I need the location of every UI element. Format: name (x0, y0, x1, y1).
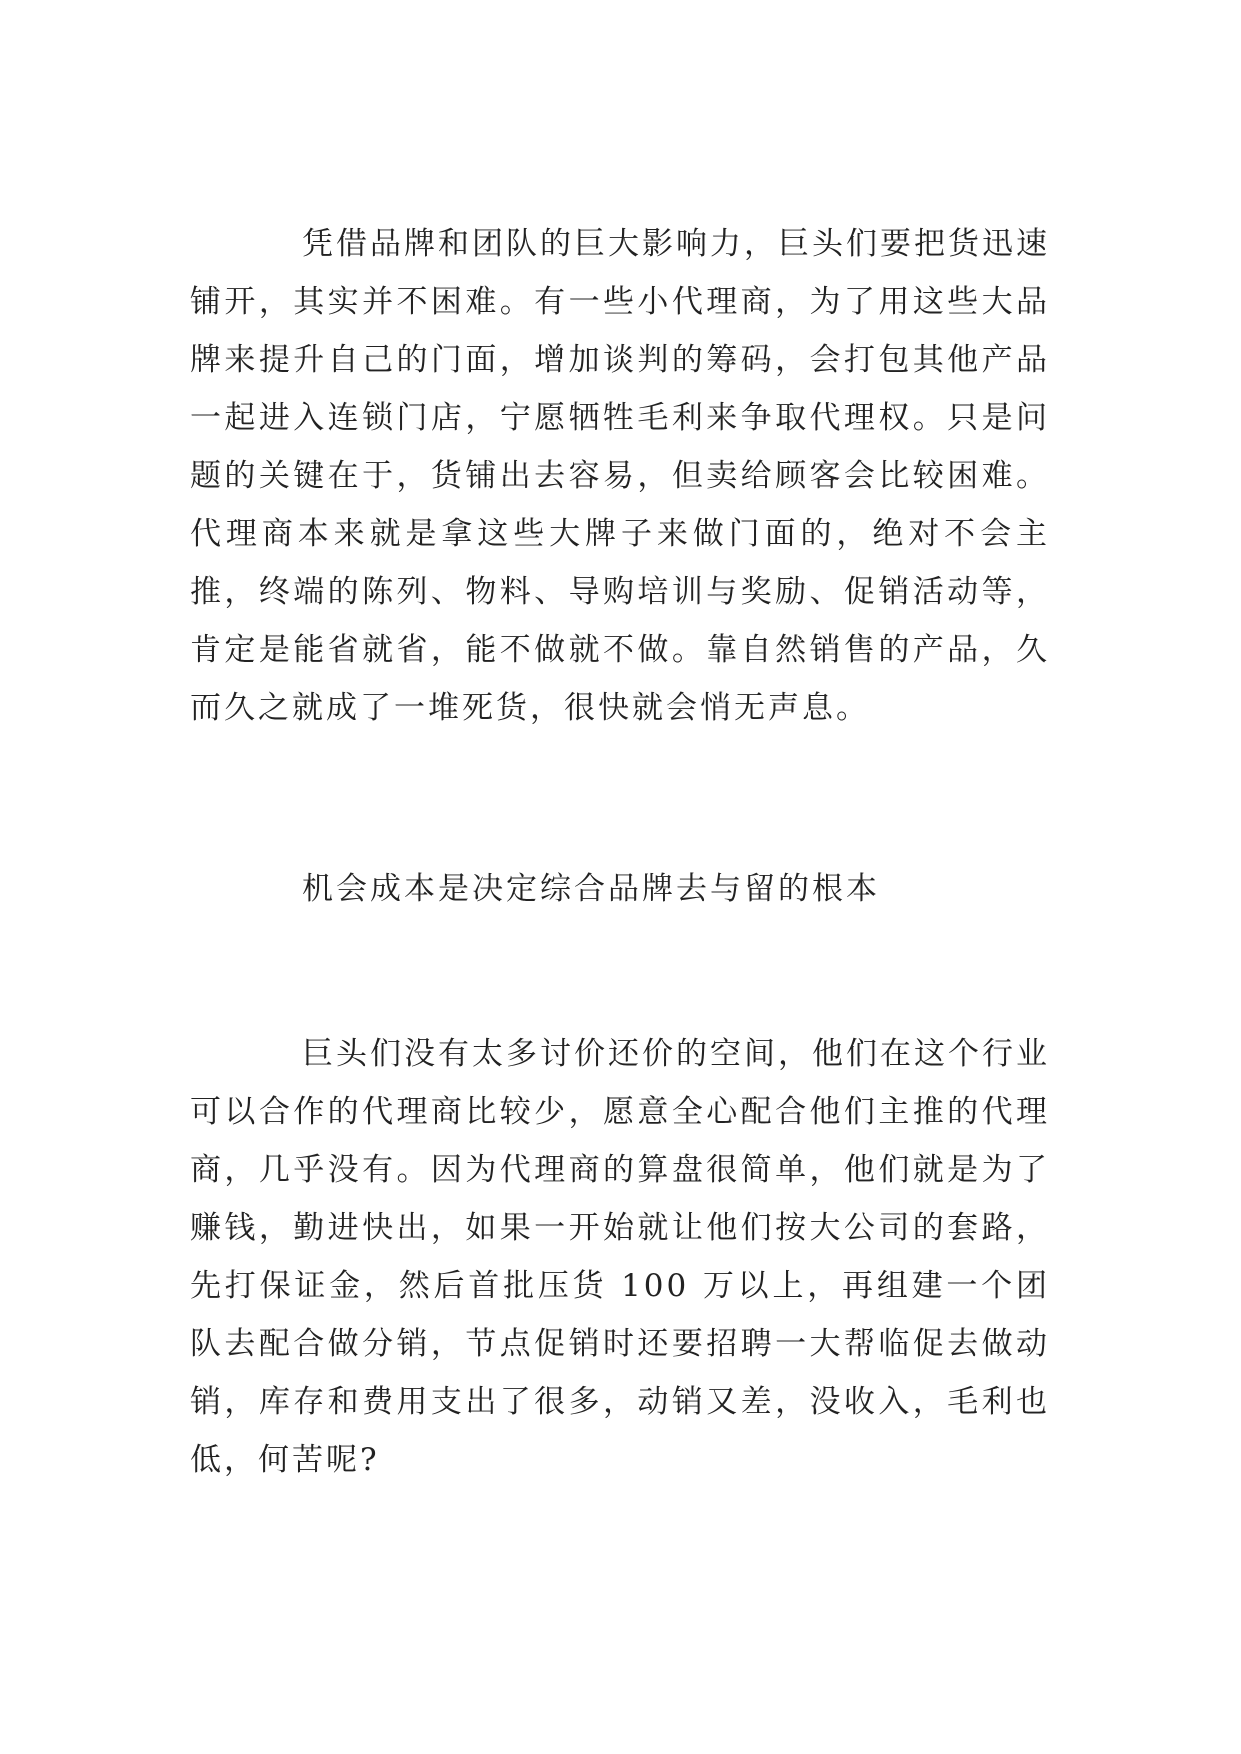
body-paragraph: 巨头们没有太多讨价还价的空间，他们在这个行业可以合作的代理商比较少，愿意全心配合他们主推的代理商，几乎没有。因为代理商的算盘很简单，他们就是为了赚钱，勤进快出，如果一开始就让他们按大公司的套路，先打保证金，然后首批压货 100 万以上，再组建一个团队去配合做分销，节点促销时还要招聘一大帮临促去做动销，库存和费用支出了很多，动销又差，没收入，毛利也低，何苦呢? (190, 1036, 1050, 1478)
body-paragraph: 凭借品牌和团队的巨大影响力，巨头们要把货迅速铺开，其实并不困难。有一些小代理商，为了用这些大品牌来提升自己的门面，增加谈判的筹码，会打包其他产品一起进入连锁门店，宁愿牺牲毛利来争取代理权。只是问题的关键在于，货铺出去容易，但卖给顾客会比较困难。代理商本来就是拿这些大牌子来做门面的，绝对不会主推，终端的陈列、物料、导购培训与奖励、促销活动等，肯定是能省就省，能不做就不做。靠自然销售的产品，久而久之就成了一堆死货，很快就会悄无声息。 (190, 226, 1050, 726)
section-heading: 机会成本是决定综合品牌去与留的根本 (302, 871, 880, 907)
